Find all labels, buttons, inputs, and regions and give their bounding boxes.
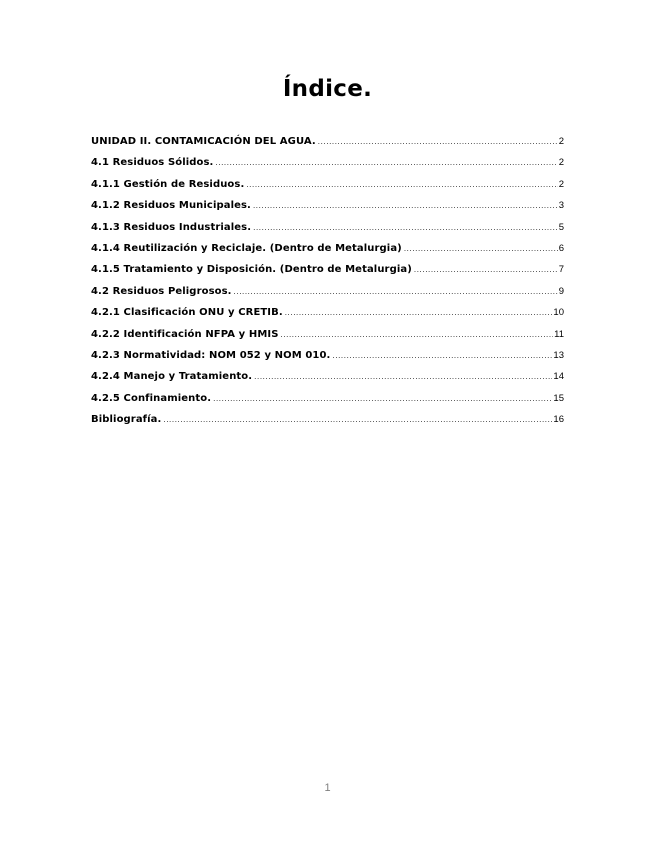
toc-entry[interactable]	[91, 136, 564, 157]
toc-entry-label: 4.2.4 Manejo y Tratamiento.	[91, 371, 253, 383]
toc-entry-page: 10	[553, 307, 564, 319]
toc-entry[interactable]	[91, 286, 564, 307]
page-number: 1	[324, 782, 331, 794]
toc-entry-label: 4.1 Residuos Sólidos.	[91, 157, 214, 169]
toc-dot-leader	[234, 288, 558, 296]
toc-entry-page: 2	[558, 136, 564, 147]
toc-dot-leader	[253, 202, 558, 210]
toc-dot-leader	[253, 224, 558, 232]
toc-entry-page: 11	[554, 328, 564, 340]
toc-entry[interactable]	[91, 371, 564, 392]
toc-dot-leader	[332, 352, 552, 360]
toc-entry-label: UNIDAD II. CONTAMICACIÓN DEL AGUA.	[91, 136, 316, 147]
toc-entry-label: 4.2.2 Identificación NFPA y HMIS	[91, 328, 279, 340]
toc-dot-leader	[254, 373, 552, 381]
toc-entry[interactable]	[91, 222, 564, 243]
toc-entry-label: 4.1.5 Tratamiento y Disposición. (Dentro de Metalurgia)	[91, 264, 412, 276]
toc-entry[interactable]	[91, 393, 564, 414]
toc-entry-page: 15	[553, 392, 564, 404]
toc-entry[interactable]	[91, 264, 564, 285]
toc-entry-page: 9	[558, 285, 564, 297]
toc-entry-page: 14	[553, 371, 564, 383]
toc-dot-leader	[281, 331, 554, 339]
toc-entry[interactable]	[91, 157, 564, 178]
toc-entry-page: 6	[558, 242, 564, 254]
toc-entry[interactable]	[91, 329, 564, 350]
toc-entry-label: 4.2.1 Clasificación ONU y CRETIB.	[91, 307, 283, 319]
toc-entry[interactable]	[91, 414, 564, 435]
table-of-contents	[91, 136, 564, 435]
toc-dot-leader	[246, 181, 557, 189]
toc-entry-page: 2	[558, 178, 564, 190]
toc-entry[interactable]	[91, 200, 564, 221]
toc-dot-leader	[285, 309, 553, 317]
toc-entry-label: Bibliografía.	[91, 414, 162, 426]
toc-dot-leader	[163, 416, 552, 424]
toc-entry-page: 7	[558, 264, 564, 276]
toc-dot-leader	[404, 245, 558, 253]
toc-entry-label: 4.2 Residuos Peligrosos.	[91, 285, 232, 297]
toc-entry-label: 4.1.4 Reutilización y Reciclaje. (Dentro de Metalurgia)	[91, 242, 402, 254]
toc-dot-leader	[414, 266, 558, 274]
toc-entry-label: 4.1.3 Residuos Industriales.	[91, 221, 252, 233]
toc-entry[interactable]	[91, 350, 564, 371]
toc-entry-label: 4.1.1 Gestión de Residuos.	[91, 178, 245, 190]
toc-entry-label: 4.1.2 Residuos Municipales.	[91, 200, 251, 212]
toc-entry-page: 16	[553, 414, 564, 426]
toc-entry[interactable]	[91, 307, 564, 328]
toc-entry-page: 3	[558, 200, 564, 212]
toc-entry-page: 5	[558, 221, 564, 233]
toc-entry-page: 13	[553, 349, 564, 361]
toc-entry-page: 2	[558, 157, 564, 169]
toc-entry[interactable]	[91, 243, 564, 264]
toc-dot-leader	[213, 395, 552, 403]
toc-entry-label: 4.2.5 Confinamiento.	[91, 392, 212, 404]
toc-dot-leader	[215, 159, 557, 167]
toc-entry-label: 4.2.3 Normatividad: NOM 052 y NOM 010.	[91, 349, 331, 361]
toc-entry[interactable]	[91, 179, 564, 200]
document-title: Índice.	[282, 76, 373, 102]
toc-dot-leader	[318, 138, 558, 146]
